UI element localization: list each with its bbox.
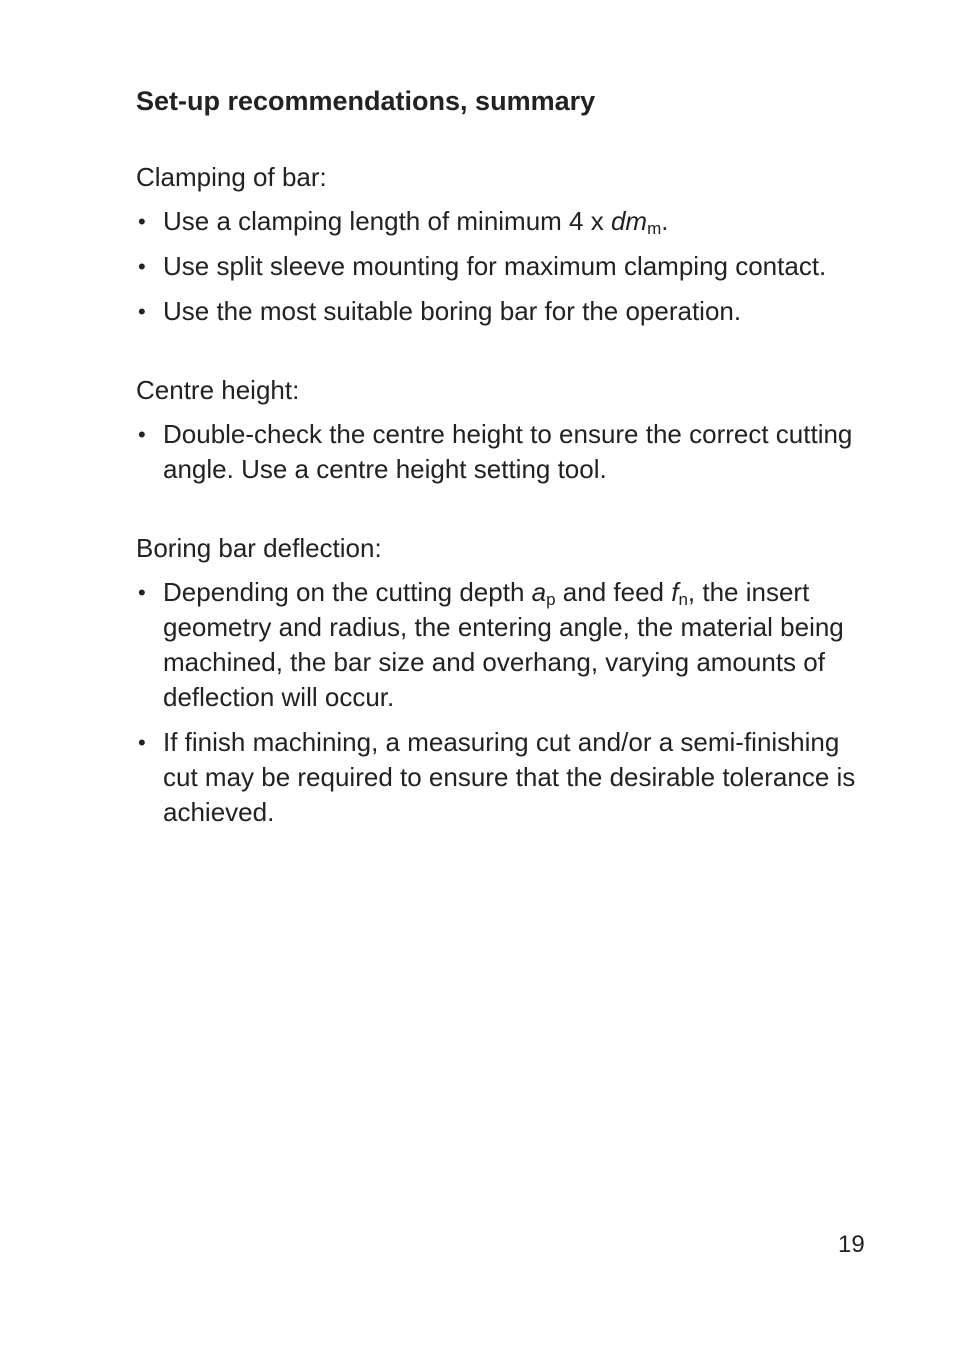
subscript-p: p xyxy=(546,590,556,609)
list-item xyxy=(136,417,856,487)
bullet-icon: • xyxy=(138,422,146,447)
variable-a: a xyxy=(531,577,547,607)
list-item xyxy=(136,575,856,715)
bullet-icon: • xyxy=(138,209,146,234)
subscript-n: n xyxy=(678,590,688,609)
bullet-text: Double-check the centre height to ensure the correct cutting angle. Use a centre height setting tool. xyxy=(163,419,853,484)
list-item xyxy=(136,204,856,239)
section-clamping xyxy=(136,160,856,329)
page-content xyxy=(136,82,856,876)
bullet-text: If finish machining, a measuring cut and/or a semi-finishing cut may be required to ensure that the desirable tolerance is achieved. xyxy=(163,727,856,827)
bullet-text: Use the most suitable boring bar for the operation. xyxy=(163,296,742,326)
bullet-text: Use split sleeve mounting for maximum clamping contact. xyxy=(163,251,827,281)
page-title: Set-up recommendations, summary xyxy=(136,86,596,116)
bullet-icon: • xyxy=(138,299,146,324)
list-item xyxy=(136,725,856,830)
bullet-text: Use a clamping length of minimum 4 x xyxy=(163,206,611,236)
bullet-icon: • xyxy=(138,730,146,755)
bullet-text-end: , the insert geometry and radius, the entering angle, the material being machined, the bar size and overhang, varying amounts of deflection will occur. xyxy=(163,577,844,712)
subscript-m: m xyxy=(647,219,662,238)
variable-dm: dm xyxy=(610,206,648,236)
variable-f: f xyxy=(671,577,679,607)
section-deflection xyxy=(136,531,856,830)
section-title-clamping: Clamping of bar: xyxy=(136,162,327,192)
bullet-list-deflection xyxy=(136,575,856,830)
bullet-list-centre-height xyxy=(136,417,856,487)
bullet-icon: • xyxy=(138,580,146,605)
section-title-deflection: Boring bar deflection: xyxy=(136,533,382,563)
section-centre-height xyxy=(136,373,856,487)
bullet-icon: • xyxy=(138,254,146,279)
section-title-centre-height: Centre height: xyxy=(136,375,300,405)
bullet-text-mid: and feed xyxy=(555,577,672,607)
bullet-text: Depending on the cutting depth xyxy=(163,577,532,607)
list-item xyxy=(136,249,856,284)
bullet-text-end: . xyxy=(661,206,669,236)
bullet-list-clamping xyxy=(136,204,856,329)
list-item xyxy=(136,294,856,329)
page-number: 19 xyxy=(838,1231,865,1258)
